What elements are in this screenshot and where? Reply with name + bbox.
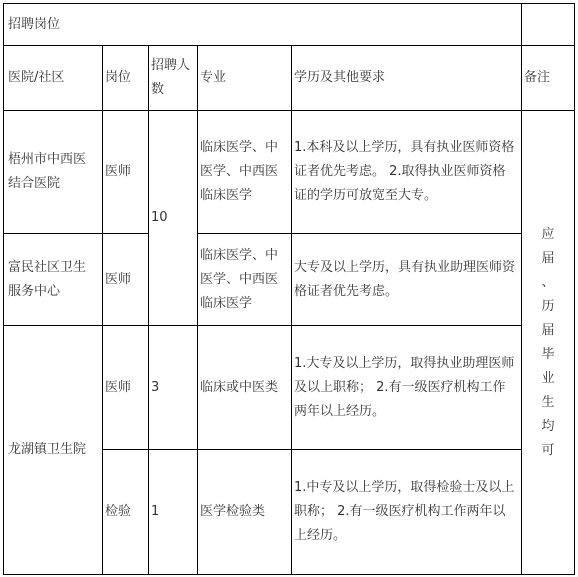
header-major: 专业: [198, 46, 292, 111]
cell-requirements: 大专及以上学历，具有执业助理医师资格证者优先考虑。: [292, 234, 522, 326]
cell-requirements: 1.中专及以上学历，取得检验士及以上职称； 2.有一级医疗机构工作两年以上经历。: [292, 450, 522, 575]
remark-char: 业: [541, 370, 555, 386]
table-row: [4, 234, 575, 326]
cell-count: 3: [149, 326, 198, 450]
header-count: 招聘人数: [149, 46, 198, 111]
remark-char: 生: [541, 394, 555, 410]
header-remark: 备注: [522, 46, 575, 111]
remark-char: 毕: [541, 346, 555, 362]
header-requirements: 学历及其他要求: [292, 46, 522, 111]
remark-char: 、: [541, 274, 555, 290]
cell-major: 临床或中医类: [198, 326, 292, 450]
cell-major: 医学检验类: [198, 450, 292, 575]
remark-char: 届: [541, 322, 555, 338]
remark-char: 历: [541, 298, 555, 314]
header-row: [4, 46, 575, 111]
cell-major: 临床医学、中医学、中西医临床医学: [198, 234, 292, 326]
cell-position: 医师: [103, 326, 149, 450]
cell-count: 10: [149, 111, 198, 326]
cell-major: 临床医学、中医学、中西医临床医学: [198, 111, 292, 234]
remark-char: 均: [541, 418, 555, 434]
remark-char: 届: [541, 250, 555, 266]
cell-requirements: 1.本科及以上学历，具有执业医师资格证者优先考虑。 2.取得执业医师资格证的学历可放宽至大专。: [292, 111, 522, 234]
table-row: [4, 326, 575, 450]
remark-char: 应: [541, 226, 555, 242]
cell-hospital: 富民社区卫生服务中心: [4, 234, 103, 326]
cell-position: 医师: [103, 111, 149, 234]
cell-requirements: 1.大专及以上学历，取得执业助理医师及以上职称； 2.有一级医疗机构工作两年以上经历。: [292, 326, 522, 450]
header-hospital: 医院/社区: [4, 46, 103, 111]
empty-corner-cell: [522, 4, 575, 46]
cell-hospital: 龙湖镇卫生院: [4, 326, 103, 575]
remark-char: 可: [541, 442, 555, 458]
cell-hospital: 梧州市中西医结合医院: [4, 111, 103, 234]
cell-position: 医师: [103, 234, 149, 326]
cell-position: 检验: [103, 450, 149, 575]
header-position: 岗位: [103, 46, 149, 111]
table-row: [4, 111, 575, 234]
table-title: 招聘岗位: [4, 4, 522, 46]
cell-count: 1: [149, 450, 198, 575]
table-title-row: [4, 4, 575, 46]
recruitment-table: [3, 3, 575, 575]
cell-remark: [522, 111, 575, 575]
